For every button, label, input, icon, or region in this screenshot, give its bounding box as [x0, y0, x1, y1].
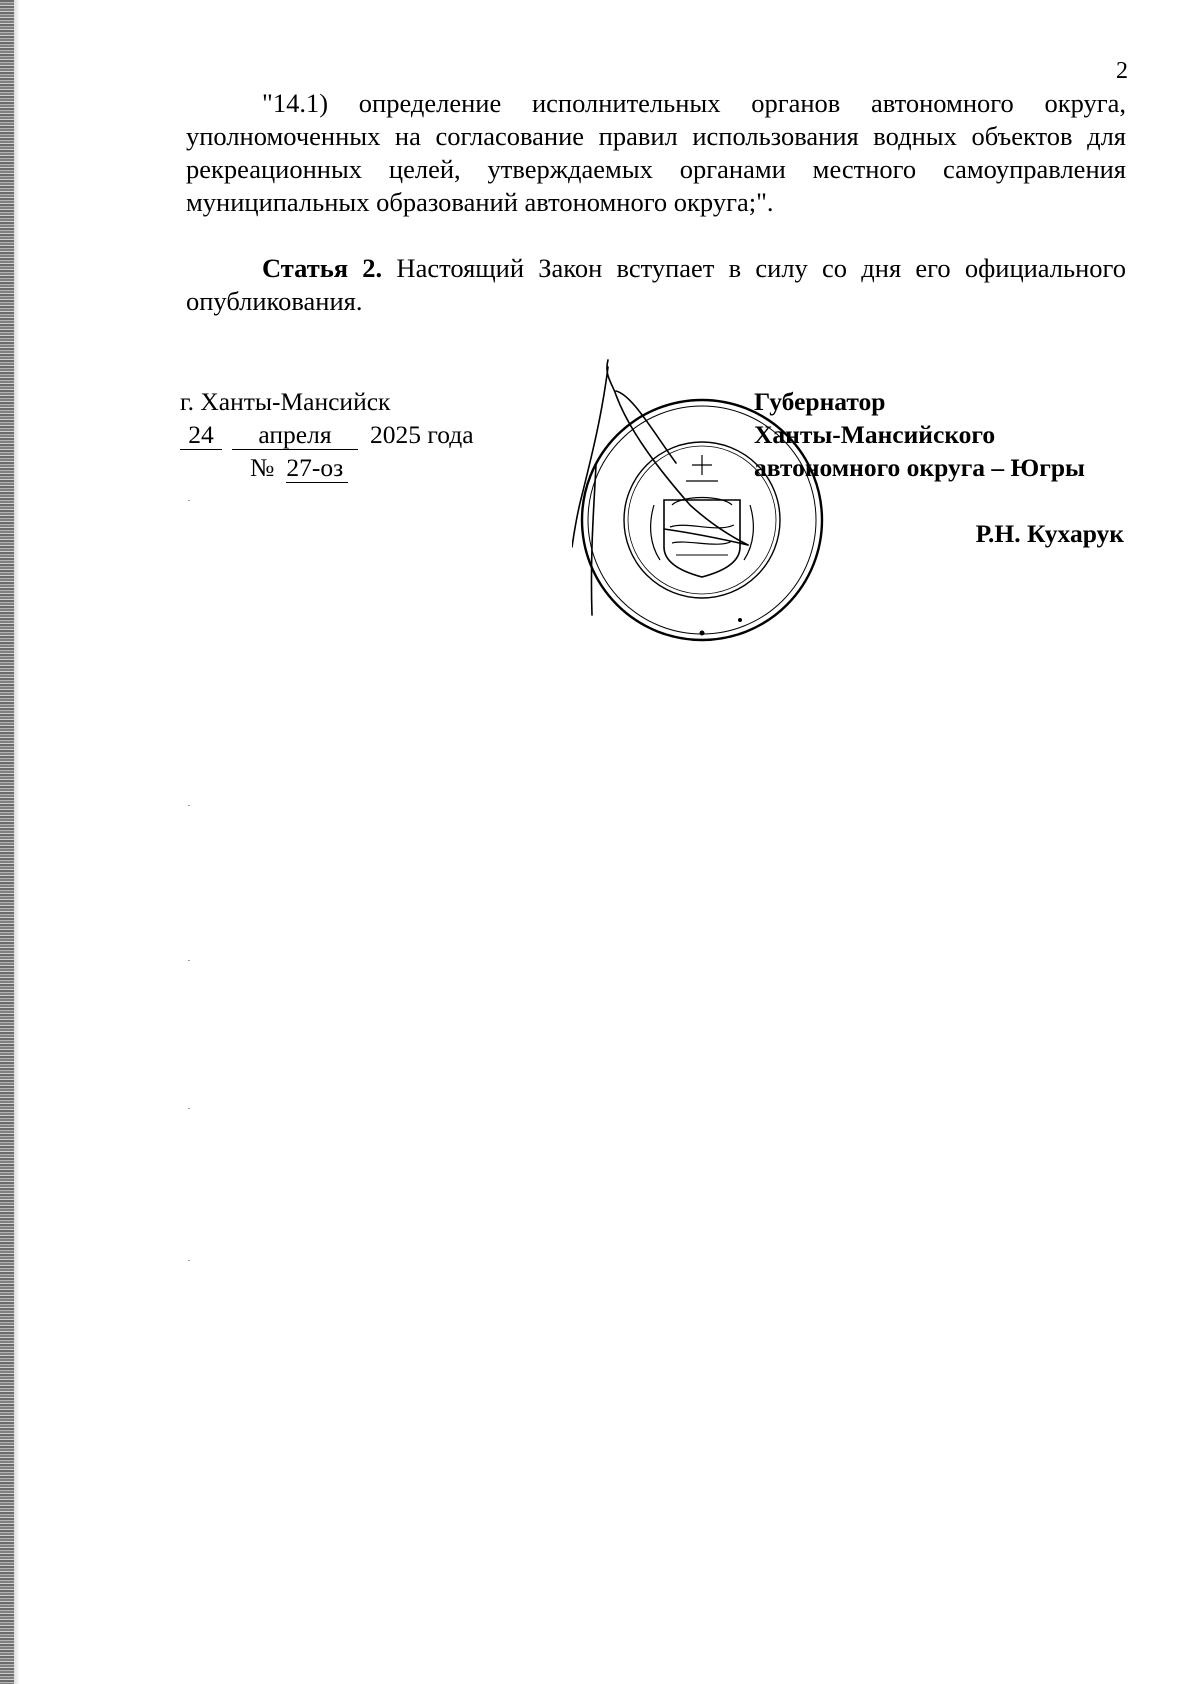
position-line-3: автономного округа – Югры — [754, 453, 1085, 482]
date-month: апреля — [232, 421, 358, 450]
paragraph-item-14-1: "14.1) определение исполнительных органов автономного округа, уполномоченных на согласование правил использования водных объектов для рекреационных целей, утверждаемых органами местного самоуправления муниципальных образований автономного округа;". — [186, 88, 1126, 217]
article-label: Статья 2. — [262, 253, 383, 283]
paragraph-article-2 — [186, 252, 1126, 318]
governor-name: Р.Н. Кухарук — [975, 519, 1124, 548]
scan-speck — [188, 960, 190, 961]
number-value: 27-оз — [286, 454, 348, 483]
number-sign: № — [250, 453, 275, 482]
handwritten-signature — [572, 360, 748, 615]
signing-date — [180, 418, 474, 451]
scan-speck — [188, 1260, 190, 1261]
date-year: 2025 года — [370, 420, 474, 449]
place-of-signing: г. Ханты-Мансийск — [180, 387, 391, 416]
page-number: 2 — [1116, 58, 1128, 84]
position-line-1: Губернатор — [754, 387, 886, 416]
article-text: Настоящий Закон вступает в силу со дня его официального опубликования. — [186, 253, 1126, 316]
date-day: 24 — [180, 421, 222, 450]
position-line-2: Ханты-Мансийского — [754, 420, 996, 449]
seal-stars — [700, 618, 743, 636]
scan-speck — [188, 805, 190, 806]
scan-speck — [188, 500, 190, 501]
scan-binding-edge — [0, 0, 14, 1684]
law-number — [250, 451, 348, 484]
scan-speck — [188, 1108, 190, 1109]
governor-position — [754, 385, 1085, 484]
